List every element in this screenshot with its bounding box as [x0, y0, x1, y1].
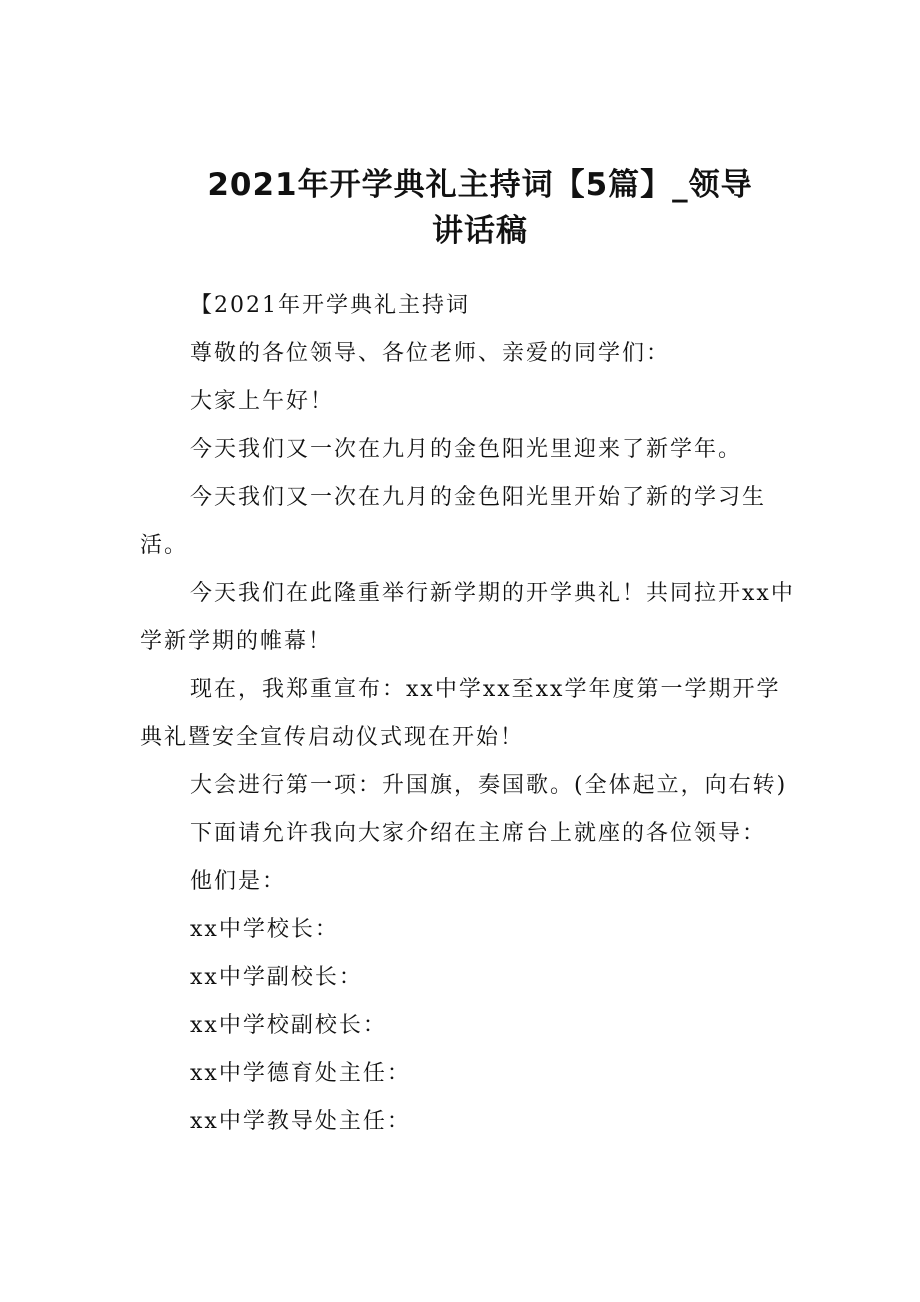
paragraph: 他们是： [190, 869, 287, 894]
paragraph: 大会进行第一项：升国旗，奏国歌。(全体起立，向右转) [190, 773, 788, 798]
paragraph-heading: 【2021年开学典礼主持词 [190, 293, 470, 318]
list-item: xx中学校长： [190, 917, 339, 942]
list-item: xx中学副校长： [190, 965, 363, 990]
paragraph: 今天我们又一次在九月的金色阳光里开始了新的学习生活。 [140, 485, 767, 558]
document-title [160, 162, 800, 254]
paragraph: 现在，我郑重宣布：xx中学xx至xx学年度第一学期开学典礼暨安全宣传启动仪式现在开始！ [140, 677, 781, 750]
title-line-1: 2021年开学典礼主持词【5篇】_领导 [207, 167, 753, 203]
list-item: xx中学教导处主任： [190, 1109, 411, 1134]
paragraph: 今天我们又一次在九月的金色阳光里迎来了新学年。 [190, 437, 743, 462]
paragraph: 今天我们在此隆重举行新学期的开学典礼！共同拉开xx中学新学期的帷幕！ [140, 581, 795, 654]
paragraph-salutation: 尊敬的各位领导、各位老师、亲爱的同学们： [190, 341, 671, 366]
paragraph-greeting: 大家上午好！ [190, 389, 335, 414]
list-item: xx中学校副校长： [190, 1013, 387, 1038]
list-item: xx中学德育处主任： [190, 1061, 411, 1086]
paragraph: 下面请允许我向大家介绍在主席台上就座的各位领导： [190, 821, 767, 846]
title-line-2: 讲话稿 [432, 213, 528, 249]
document-body [140, 282, 800, 1146]
